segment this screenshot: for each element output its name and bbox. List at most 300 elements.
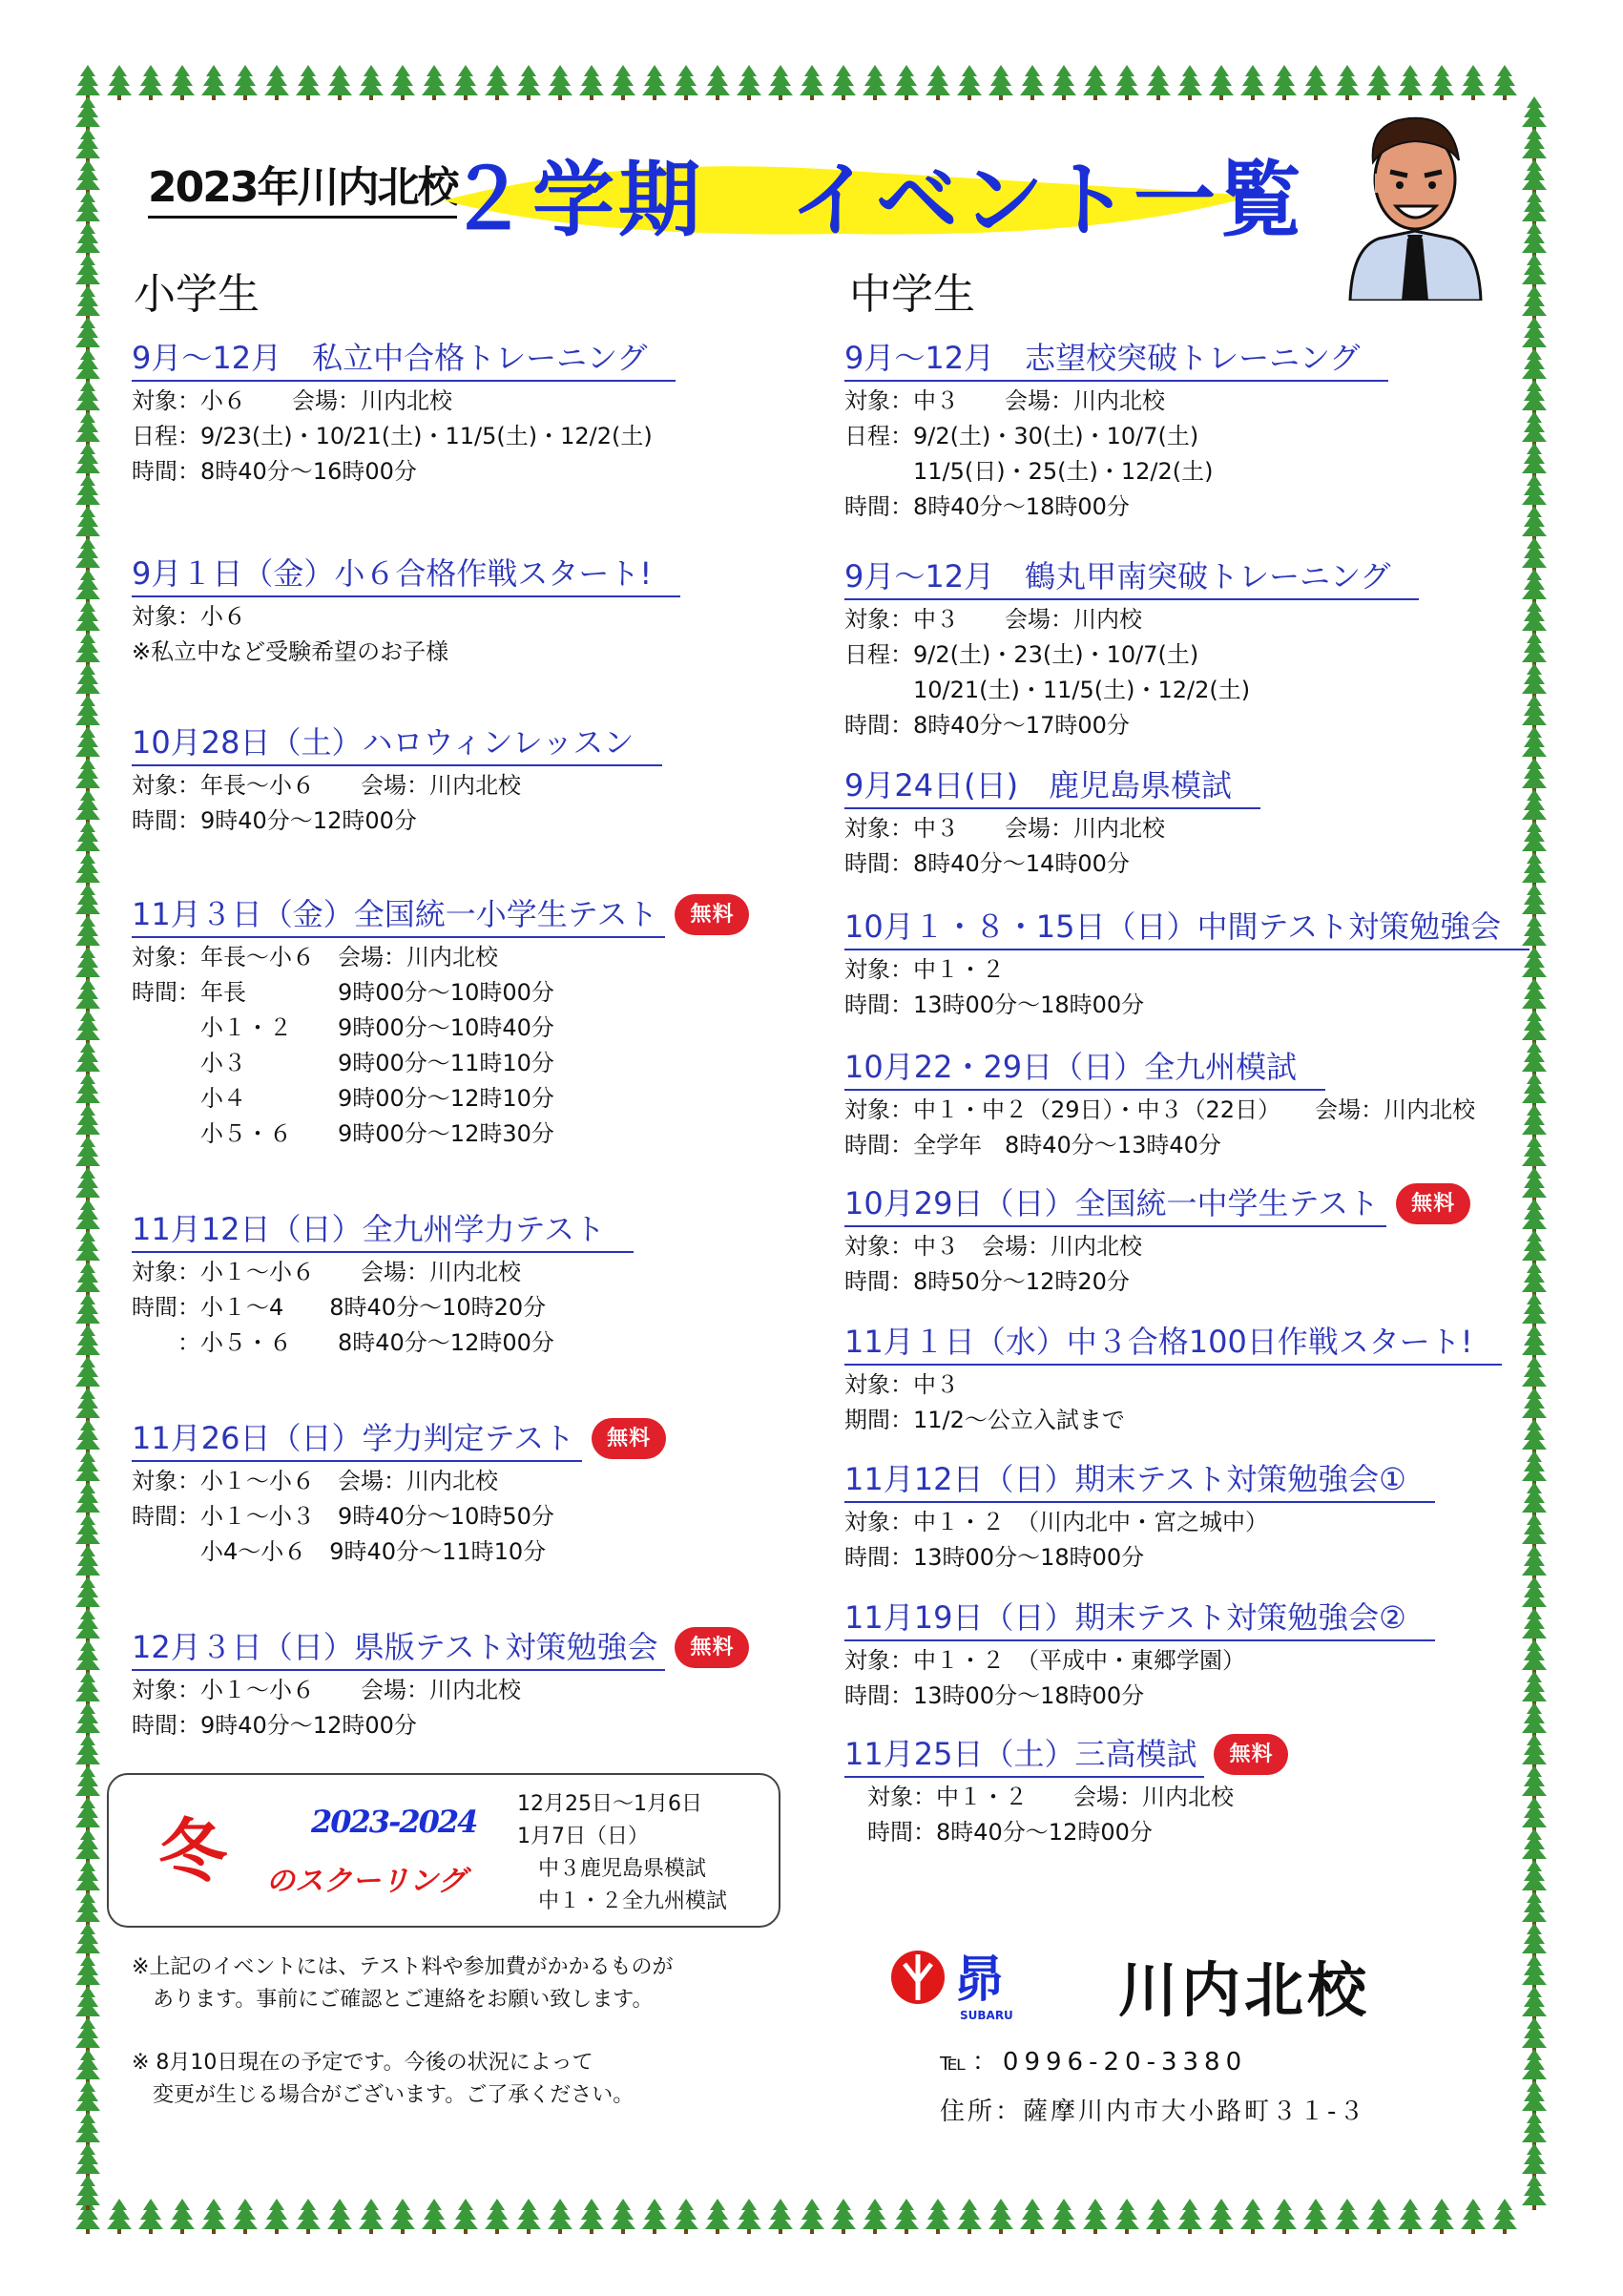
event-title: 11月12日（日）期末テスト対策勉強会① (844, 1457, 1435, 1503)
logo-brand-en: SUBARU (960, 2009, 1013, 2022)
tree-icon (642, 65, 667, 100)
winter-info-line: 中１・２全九州模試 (517, 1889, 728, 1913)
tree-icon (1522, 1765, 1547, 1801)
tree-icon (296, 65, 321, 100)
tree-icon (485, 2199, 510, 2234)
tree-icon (1020, 2199, 1045, 2234)
tree-icon (1522, 1167, 1547, 1202)
tree-icon (1522, 2175, 1547, 2210)
tree-icon (831, 2199, 856, 2234)
tree-icon (1522, 380, 1547, 415)
event-line: 期間：11/2～公立入試まで (844, 1407, 1125, 1433)
school-address: 住所：薩摩川内市大小路町３１-３ (940, 2098, 1367, 2126)
tree-icon (1083, 2199, 1108, 2234)
winter-info-line: 1月7日（日） (517, 1825, 649, 1848)
tree-icon (422, 2199, 447, 2234)
event-title: 10月28日（土）ハロウィンレッスン (132, 720, 662, 766)
tree-icon (1303, 2199, 1328, 2234)
tree-icon (75, 884, 100, 919)
tree-icon (75, 1860, 100, 1895)
tree-icon (988, 2199, 1013, 2234)
junior-event (844, 336, 1388, 525)
header-subtitle: 2023年川内北校 (148, 153, 457, 219)
tree-icon (233, 2199, 258, 2234)
event-line: 時間：8時40分～14時00分 (844, 850, 1130, 877)
tree-icon (611, 2199, 635, 2234)
tree-icon (1522, 191, 1547, 226)
tree-icon (107, 65, 132, 100)
tree-icon (1522, 317, 1547, 352)
teacher-mascot-icon (1341, 105, 1488, 301)
event-line: 小４ 9時00分～12時10分 (132, 1085, 554, 1112)
tree-icon (1209, 2199, 1234, 2234)
tree-icon (1522, 285, 1547, 321)
event-title: 9月～12月 鶴丸甲南突破トレーニング (844, 554, 1419, 600)
event-line: 時間：8時50分～12時20分 (844, 1268, 1130, 1295)
event-title: 9月～12月 私立中合格トレーニング (132, 336, 676, 382)
tree-icon (1492, 2199, 1517, 2234)
tree-icon (75, 506, 100, 541)
event-line: 小１・２ 9時00分～10時40分 (132, 1014, 554, 1041)
winter-kanji: 冬 (158, 1810, 228, 1891)
tree-icon (737, 2199, 761, 2234)
event-line: 11/5(日)・25(土)・12/2(土) (844, 458, 1214, 485)
event-line: 日程：9/2(土)・30(土)・10/7(土) (844, 423, 1199, 449)
tree-icon (863, 2199, 887, 2234)
tree-icon (1522, 348, 1547, 384)
tree-icon (390, 65, 415, 100)
junior-event (844, 1457, 1435, 1576)
tree-icon (705, 2199, 730, 2234)
tree-icon (1522, 2143, 1547, 2179)
tree-icon (1522, 1954, 1547, 1990)
tree-icon (264, 2199, 289, 2234)
event-line: 対象：中１・中２（29日）・中３（22日） 会場：川内北校 (844, 1096, 1476, 1123)
tree-icon (359, 65, 384, 100)
tree-icon (1051, 65, 1076, 100)
event-line: 時間：8時40分～12時00分 (844, 1819, 1153, 1846)
tree-icon (75, 1702, 100, 1738)
event-line: ※私立中など受験希望のお子様 (132, 638, 449, 665)
tree-icon (75, 348, 100, 384)
tree-icon (485, 65, 510, 100)
event-line: 時間：8時40分～16時00分 (132, 458, 417, 485)
tree-icon (1335, 2199, 1360, 2234)
tree-icon (548, 2199, 572, 2234)
winter-info-line: 中３鹿児島県模試 (517, 1857, 707, 1881)
tree-icon (75, 1576, 100, 1612)
tree-icon (1522, 632, 1547, 667)
tree-icon (75, 1608, 100, 1643)
tree-icon (1522, 1388, 1547, 1423)
event-title: 11月26日（日）学力判定テスト (132, 1416, 582, 1462)
tree-icon (75, 1010, 100, 1045)
tree-icon (1146, 2199, 1171, 2234)
tree-icon (1114, 65, 1139, 100)
tree-icon (800, 65, 824, 100)
event-line: 時間：全学年 8時40分～13時40分 (844, 1132, 1221, 1158)
event-title: 9月１日（金）小６合格作戦スタート! (132, 552, 680, 597)
tree-icon (75, 600, 100, 636)
tree-icon (1522, 1891, 1547, 1927)
tree-icon (75, 1765, 100, 1801)
tree-icon (1492, 65, 1517, 100)
elementary-event (132, 552, 680, 670)
free-badge: 無料 (1396, 1183, 1470, 1224)
tree-icon (516, 2199, 541, 2234)
logo-brand: 昴 (954, 1951, 1005, 2009)
tree-icon (548, 65, 572, 100)
event-line: 時間：13時00分～18時00分 (844, 1544, 1145, 1571)
event-title: 11月19日（日）期末テスト対策勉強会② (844, 1596, 1435, 1641)
tree-icon (1522, 506, 1547, 541)
event-line: 対象：小６ (132, 603, 246, 630)
tree-icon (1522, 758, 1547, 793)
tree-icon (75, 285, 100, 321)
event-title: 10月29日（日）全国統一中学生テスト (844, 1181, 1386, 1227)
tree-icon (1522, 852, 1547, 887)
junior-event (844, 1181, 1470, 1300)
event-line: ：小５・６ 8時40分～12時00分 (132, 1329, 554, 1356)
winter-years: 2023-2024 (311, 1804, 477, 1840)
tree-icon (1522, 569, 1547, 604)
event-line: 時間：8時40分～17時00分 (844, 712, 1130, 739)
tree-icon (1522, 537, 1547, 573)
tree-icon (1522, 1230, 1547, 1265)
tree-icon (1240, 2199, 1265, 2234)
event-line: 時間：13時00分～18時00分 (844, 1682, 1145, 1709)
tree-icon (75, 1639, 100, 1675)
tree-icon (75, 1419, 100, 1454)
note: ※ 8月10日現在の予定です。今後の状況によって 変更が生じる場合がございます。ご了承ください。 (132, 2051, 635, 2107)
event-line: 対象：中１・２ (844, 956, 1005, 983)
tree-icon (75, 96, 100, 132)
tree-icon (75, 317, 100, 352)
junior-event (844, 1732, 1288, 1850)
tree-icon (1522, 695, 1547, 730)
tree-icon (75, 1923, 100, 1958)
tree-icon (1522, 726, 1547, 762)
tree-icon (75, 1891, 100, 1927)
elementary-heading: 小学生 (134, 270, 260, 319)
tree-icon (1522, 443, 1547, 478)
tree-icon (75, 1356, 100, 1391)
tree-icon (1522, 1136, 1547, 1171)
event-line: 小３ 9時00分～11時10分 (132, 1050, 554, 1076)
tree-icon (516, 65, 541, 100)
tree-icon (1522, 1828, 1547, 1864)
tree-icon (75, 411, 100, 447)
tree-icon (75, 695, 100, 730)
event-title: 9月24日(日) 鹿児島県模試 (844, 763, 1260, 809)
tree-icon (1461, 2199, 1486, 2234)
tree-icon (75, 1041, 100, 1076)
event-line: 時間：小１～4 8時40分～10時20分 (132, 1294, 547, 1321)
tree-icon (768, 2199, 793, 2234)
event-line: 10/21(土)・11/5(土)・12/2(土) (844, 677, 1251, 703)
tree-icon (138, 65, 163, 100)
event-line: 対象：小１～小６ 会場：川内北校 (132, 1259, 521, 1285)
tree-icon (1146, 65, 1171, 100)
event-title: 11月12日（日）全九州学力テスト (132, 1207, 634, 1253)
tree-icon (1522, 2080, 1547, 2116)
tree-icon (75, 1325, 100, 1360)
tree-icon (1335, 65, 1360, 100)
tree-icon (1366, 2199, 1391, 2234)
tree-icon (75, 1986, 100, 2021)
elementary-event (132, 1207, 634, 1361)
tree-icon (75, 65, 100, 100)
tree-icon (1522, 1513, 1547, 1549)
tree-icon (1522, 1041, 1547, 1076)
tree-icon (75, 2017, 100, 2053)
tree-icon (579, 65, 604, 100)
tree-icon (1522, 1639, 1547, 1675)
event-title: 9月～12月 志望校突破トレーニング (844, 336, 1388, 382)
elementary-event (132, 1625, 749, 1743)
school-name: 川内北校 (1118, 1955, 1371, 2025)
event-title: 11月３日（金）全国統一小学生テスト (132, 892, 665, 938)
tree-icon (1366, 65, 1391, 100)
tree-icon (75, 1230, 100, 1265)
event-line: 時間：9時40分～12時00分 (132, 1712, 417, 1739)
tree-icon (1398, 2199, 1423, 2234)
event-title: 11月１日（水）中３合格100日作戦スタート! (844, 1320, 1502, 1366)
tree-icon (75, 191, 100, 226)
tree-icon (1051, 2199, 1076, 2234)
tree-icon (1522, 1671, 1547, 1706)
tree-icon (1522, 789, 1547, 824)
tree-icon (1522, 411, 1547, 447)
winter-schooling-box (107, 1773, 780, 1928)
tree-icon (75, 443, 100, 478)
tree-icon (75, 1482, 100, 1517)
tree-icon (453, 2199, 478, 2234)
tree-icon (233, 65, 258, 100)
free-badge: 無料 (592, 1418, 666, 1459)
elementary-event (132, 336, 676, 490)
tree-icon (75, 1388, 100, 1423)
event-line: 日程：9/23(土)・10/21(土)・11/5(土)・12/2(土) (132, 423, 653, 449)
tree-icon (75, 947, 100, 982)
tree-icon (75, 1167, 100, 1202)
tree-icon (674, 65, 698, 100)
school-tel: ℡：0996-20-3380 (940, 2048, 1248, 2077)
tree-icon (359, 2199, 384, 2234)
tree-icon (1522, 1576, 1547, 1612)
subaru-logo-icon (889, 1941, 1013, 2027)
event-line: 小4～小６ 9時40分～11時10分 (132, 1538, 547, 1565)
junior-event (844, 763, 1260, 882)
tree-icon (1522, 600, 1547, 636)
tree-icon (863, 65, 887, 100)
event-line: 対象：小１～小６ 会場：川内北校 (132, 1468, 498, 1494)
tree-icon (1522, 1325, 1547, 1360)
tree-icon (1522, 821, 1547, 856)
tree-icon (75, 1073, 100, 1108)
tree-icon (75, 1954, 100, 1990)
event-line: 時間：13時00分～18時00分 (844, 991, 1145, 1018)
event-title: 12月３日（日）県版テスト対策勉強会 (132, 1625, 665, 1671)
tree-icon (75, 1513, 100, 1549)
tree-icon (1522, 1419, 1547, 1454)
tree-icon (75, 222, 100, 258)
tree-icon (611, 65, 635, 100)
event-title: 11月25日（土）三高模試 (844, 1732, 1204, 1778)
tree-icon (201, 65, 226, 100)
tree-icon (1522, 1199, 1547, 1234)
tree-icon (75, 978, 100, 1013)
tree-icon (75, 254, 100, 289)
tree-icon (75, 2080, 100, 2116)
tree-icon (75, 1451, 100, 1486)
tree-icon (1303, 65, 1328, 100)
tree-icon (75, 2049, 100, 2084)
tree-icon (1522, 96, 1547, 132)
tree-icon (75, 380, 100, 415)
tree-icon (422, 65, 447, 100)
tree-icon (75, 852, 100, 887)
junior-event (844, 554, 1419, 743)
tree-icon (296, 2199, 321, 2234)
junior-heading: 中学生 (849, 270, 975, 319)
tree-icon (1522, 1104, 1547, 1139)
tree-icon (768, 65, 793, 100)
tree-icon (453, 65, 478, 100)
elementary-event (132, 892, 749, 1152)
elementary-event (132, 720, 662, 839)
tree-icon (1522, 1482, 1547, 1517)
tree-icon (75, 1262, 100, 1297)
tree-icon (926, 65, 950, 100)
tree-icon (800, 2199, 824, 2234)
tree-icon (1522, 2112, 1547, 2147)
tree-icon (1209, 65, 1234, 100)
event-line: 時間：小１～小３ 9時40分～10時50分 (132, 1503, 554, 1530)
tree-icon (1522, 1356, 1547, 1391)
tree-icon (1522, 474, 1547, 510)
tree-icon (75, 1293, 100, 1328)
tree-icon (75, 128, 100, 163)
tree-icon (1522, 1293, 1547, 1328)
tree-icon (201, 2199, 226, 2234)
tree-icon (579, 2199, 604, 2234)
event-line: 対象：中３ 会場：川内北校 (844, 1233, 1142, 1260)
free-badge: 無料 (675, 894, 749, 935)
tree-icon (1522, 2017, 1547, 2053)
event-line: 対象：中１・２ （川内北中・宮之城中） (844, 1509, 1268, 1535)
tree-icon (831, 65, 856, 100)
tree-icon (170, 2199, 195, 2234)
tree-icon (1429, 2199, 1454, 2234)
tree-icon (75, 2175, 100, 2210)
tree-icon (75, 1671, 100, 1706)
tree-icon (75, 1797, 100, 1832)
free-badge: 無料 (675, 1627, 749, 1668)
tree-icon (1177, 2199, 1202, 2234)
tree-icon (1522, 254, 1547, 289)
tree-icon (1177, 65, 1202, 100)
event-title: 10月22・29日（日）全九州模試 (844, 1045, 1325, 1091)
junior-event (844, 905, 1529, 1023)
tree-icon (75, 537, 100, 573)
tree-icon (1522, 1262, 1547, 1297)
tree-icon (75, 1199, 100, 1234)
winter-info-line: 12月25日～1月6日 (517, 1792, 702, 1816)
elementary-event (132, 1416, 666, 1570)
tree-icon (75, 159, 100, 195)
note: ※上記のイベントには、テスト料や参加費がかかるものが あります。事前にご確認とご連絡をお願い致します。 (132, 1955, 674, 2012)
event-line: 時間：年長 9時00分～10時00分 (132, 979, 554, 1006)
tree-icon (75, 1136, 100, 1171)
tree-icon (327, 2199, 352, 2234)
tree-icon (75, 663, 100, 699)
tree-icon (1522, 1986, 1547, 2021)
tree-icon (705, 65, 730, 100)
winter-info (517, 1788, 727, 1918)
winter-label: のスクーリング (266, 1865, 467, 1898)
tree-icon (1429, 65, 1454, 100)
tree-icon (894, 65, 919, 100)
tree-icon (926, 2199, 950, 2234)
junior-event (844, 1045, 1475, 1163)
tree-icon (1114, 2199, 1139, 2234)
event-line: 対象：中３ 会場：川内北校 (844, 387, 1165, 414)
tree-icon (1522, 1702, 1547, 1738)
tree-icon (1272, 65, 1297, 100)
tree-icon (75, 915, 100, 950)
tree-icon (75, 821, 100, 856)
tree-icon (1240, 65, 1265, 100)
event-line: 対象：年長～小６ 会場：川内北校 (132, 944, 498, 971)
event-line: 対象：中１・２ （平成中・東郷学園） (844, 1647, 1245, 1674)
tree-icon (75, 632, 100, 667)
tree-icon (75, 789, 100, 824)
free-badge: 無料 (1214, 1734, 1288, 1775)
tree-icon (1522, 128, 1547, 163)
tree-icon (1522, 222, 1547, 258)
event-line: 時間：9時40分～12時00分 (132, 807, 417, 834)
page-title: ２学期 イベント一覧 (447, 153, 1305, 248)
event-line: 対象：中３ 会場：川内校 (844, 606, 1142, 633)
junior-event (844, 1596, 1435, 1714)
tree-icon (988, 65, 1013, 100)
tree-icon (75, 474, 100, 510)
tree-icon (1522, 2049, 1547, 2084)
event-line: 対象：小１～小６ 会場：川内北校 (132, 1677, 521, 1703)
tree-icon (1522, 1073, 1547, 1108)
tree-icon (1522, 1734, 1547, 1769)
tree-icon (75, 569, 100, 604)
event-line: 日程：9/2(土)・23(土)・10/7(土) (844, 641, 1199, 668)
event-line: 対象：小６ 会場：川内北校 (132, 387, 452, 414)
tree-icon (1522, 663, 1547, 699)
tree-icon (75, 1104, 100, 1139)
tree-icon (107, 2199, 132, 2234)
tree-icon (1083, 65, 1108, 100)
tree-icon (1522, 1860, 1547, 1895)
tree-icon (1398, 65, 1423, 100)
tree-icon (1020, 65, 1045, 100)
tree-icon (1522, 1923, 1547, 1958)
event-line: 対象：年長～小６ 会場：川内北校 (132, 772, 521, 799)
tree-icon (75, 1545, 100, 1580)
tree-icon (1522, 1451, 1547, 1486)
tree-icon (138, 2199, 163, 2234)
tree-icon (75, 1734, 100, 1769)
tree-icon (957, 2199, 982, 2234)
tree-icon (1272, 2199, 1297, 2234)
